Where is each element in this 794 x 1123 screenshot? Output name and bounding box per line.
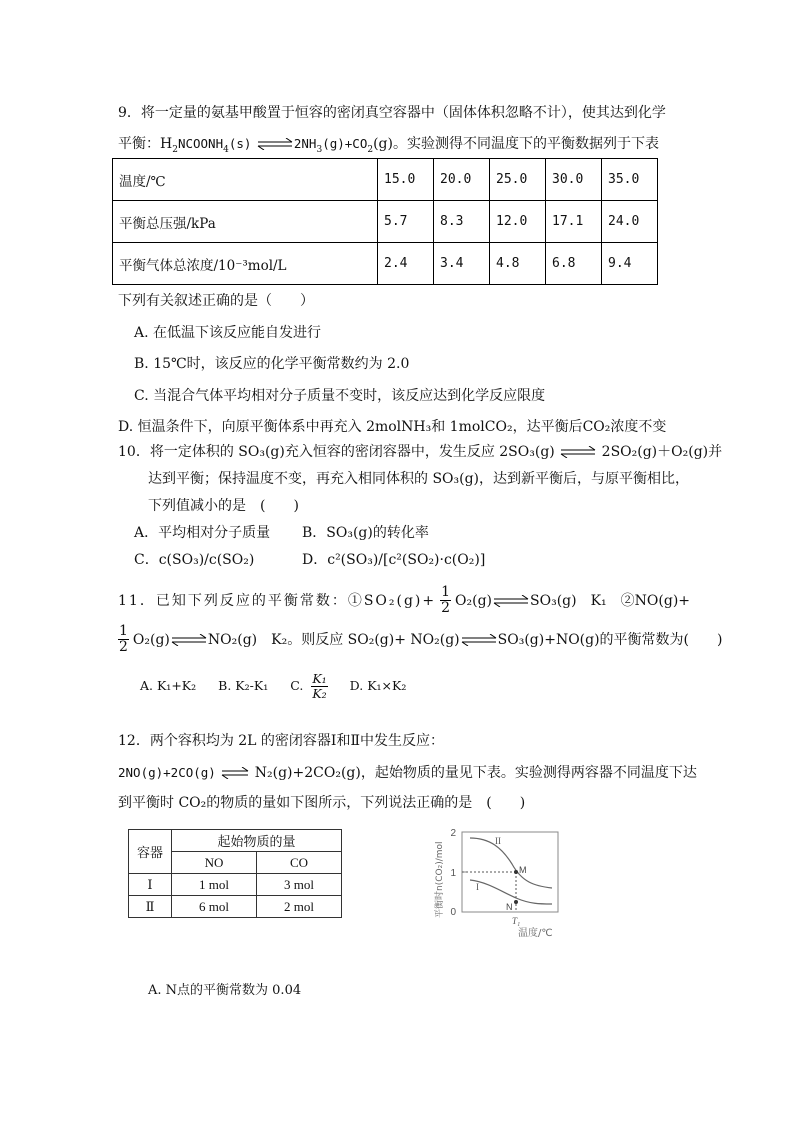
table-row-label: 温度/℃ xyxy=(113,159,378,201)
curve-ii-label: II xyxy=(495,836,501,846)
q10-option-d: D．c²(SO₃)/[c²(SO₂)·c(O₂)] xyxy=(302,552,486,568)
table-cell: 5.7 xyxy=(378,201,434,243)
table-cell: Ⅱ xyxy=(129,896,172,918)
q9-line2: 平衡：$H_2NCOONH_4(s)$ $2NH_3(g)+CO_2(g)$。实验测得不同温度下的平衡数据列于下表 xyxy=(118,136,659,155)
table-row xyxy=(113,243,658,285)
q10-option-b: B．SO₃(g)的转化率 xyxy=(302,525,429,541)
t1-label: T₁ xyxy=(512,916,521,926)
q12-graph xyxy=(420,824,580,944)
q10-option-a: A．平均相对分子质量 xyxy=(134,525,271,541)
table-header-start: 起始物质的量 xyxy=(172,830,342,852)
curve-i-label: I xyxy=(476,882,479,892)
q11-option-b: B. K₂-K₁ xyxy=(218,678,269,693)
table-row-label: 平衡总压强/kPa xyxy=(113,201,378,243)
table-cell: 9.4 xyxy=(602,243,658,285)
table-cell: 3 mol xyxy=(257,874,342,896)
y-tick-2: 2 xyxy=(450,828,456,839)
table-row-label: 平衡气体总浓度/10⁻³mol/L xyxy=(113,243,378,285)
q11-options xyxy=(140,672,406,701)
equilibrium-arrow-icon xyxy=(220,767,250,779)
q12-option-a: A. N点的平衡常数为 0.04 xyxy=(148,983,302,998)
equilibrium-arrow-icon xyxy=(256,138,294,150)
q12-start-table xyxy=(128,829,342,918)
y-axis-label: 平衡时n(CO₂)/mol xyxy=(435,841,445,918)
curve-i xyxy=(470,880,552,904)
point-m xyxy=(514,870,518,874)
table-row xyxy=(129,874,342,896)
table-cell: 6 mol xyxy=(172,896,257,918)
point-n-label: N xyxy=(506,902,513,912)
fraction-half: $\frac{1}{2}$ xyxy=(441,584,451,617)
q9-option-a: A. 在低温下该反应能自发进行 xyxy=(134,325,322,341)
table-cell: 24.0 xyxy=(602,201,658,243)
q9-option-c: C. 当混合气体平均相对分子质量不变时，该反应达到化学反应限度 xyxy=(134,388,546,404)
table-cell: 2.4 xyxy=(378,243,434,285)
table-cell: 15.0 xyxy=(378,159,434,201)
table-row xyxy=(113,159,658,201)
equilibrium-arrow-icon xyxy=(460,634,498,646)
q10-option-c: C．c(SO₃)/c(SO₂) xyxy=(134,552,255,568)
table-cell: 25.0 xyxy=(490,159,546,201)
q9-data-table xyxy=(112,158,658,285)
q9-option-b: B. 15℃时，该反应的化学平衡常数约为 2.0 xyxy=(134,356,410,372)
table-cell: 1 mol xyxy=(172,874,257,896)
q11-line1: 11．已知下列反应的平衡常数：①SO₂(g)+ $\frac{1}{2}$ O₂(g) SO₃(g) K₁ ②NO(g)+ xyxy=(118,584,691,617)
fraction-half: $\frac{1}{2}$ xyxy=(119,623,128,656)
table-row xyxy=(113,201,658,243)
table-header-no: NO xyxy=(172,852,257,874)
table-cell: 8.3 xyxy=(434,201,490,243)
equilibrium-arrow-icon xyxy=(170,634,208,646)
table-cell: 3.4 xyxy=(434,243,490,285)
table-row xyxy=(129,896,342,918)
table-cell: 30.0 xyxy=(546,159,602,201)
equilibrium-arrow-icon xyxy=(492,595,530,607)
q12-line1: 12．两个容积均为 2L 的密闭容器Ⅰ和Ⅱ中发生反应： xyxy=(118,733,444,749)
table-cell: 6.8 xyxy=(546,243,602,285)
q10-line1: 10．将一定体积的 SO₃(g)充入恒容的密闭容器中，发生反应 2SO₃(g) 2SO₂(g)＋O₂(g)并 xyxy=(118,444,723,460)
equilibrium-arrow-icon xyxy=(559,446,597,458)
table-cell: 2 mol xyxy=(257,896,342,918)
q12-line3: 到平衡时 CO₂的物质的量如下图所示，下列说法正确的是 ( ) xyxy=(118,795,526,811)
point-m-label: M xyxy=(519,865,527,875)
q9-line1: 9．将一定量的氨基甲酸置于恒容的密闭真空容器中（固体体积忽略不计），使其达到化学 xyxy=(118,105,666,121)
table-header-container: 容器 xyxy=(129,830,172,874)
q11-option-a: A. K₁+K₂ xyxy=(140,678,197,693)
point-n xyxy=(514,900,518,904)
table-cell: 4.8 xyxy=(490,243,546,285)
table-cell: 12.0 xyxy=(490,201,546,243)
table-cell: 17.1 xyxy=(546,201,602,243)
x-axis-label: 温度/℃ xyxy=(518,928,553,939)
q12-line2: 2NO(g)+2CO(g) N₂(g)+2CO₂(g)，起始物质的量见下表。实验测得两容器不同温度下达 xyxy=(118,765,697,781)
table-header-co: CO xyxy=(257,852,342,874)
table-cell: 20.0 xyxy=(434,159,490,201)
q10-line3: 下列值减小的是 ( ) xyxy=(148,498,299,514)
q11-option-d: D. K₁×K₂ xyxy=(349,678,407,693)
q11-option-c: C. xyxy=(290,678,304,693)
q11-line2: $\frac{1}{2}$ O₂(g) NO₂(g) K₂。则反应 SO₂(g)+ NO₂(g) SO₃(g)+NO(g)的平衡常数为( ) xyxy=(119,623,723,656)
q9-prompt: 下列有关叙述正确的是（ ） xyxy=(118,293,314,309)
curve-ii xyxy=(470,838,552,888)
table-cell: 35.0 xyxy=(602,159,658,201)
y-tick-0: 0 xyxy=(450,907,456,918)
table-cell: Ⅰ xyxy=(129,874,172,896)
y-tick-1: 1 xyxy=(450,868,456,879)
q9-option-d: D. 恒温条件下，向原平衡体系中再充入 2molNH₃和 1molCO₂，达平衡后CO₂浓度不变 xyxy=(118,419,667,435)
q11-option-c-fraction: $\frac{\text{K₁}}{\text{K₂}}$ xyxy=(312,671,327,701)
q10-line2: 达到平衡；保持温度不变，再充入相同体积的 SO₃(g)，达到新平衡后，与原平衡相比， xyxy=(148,471,690,487)
